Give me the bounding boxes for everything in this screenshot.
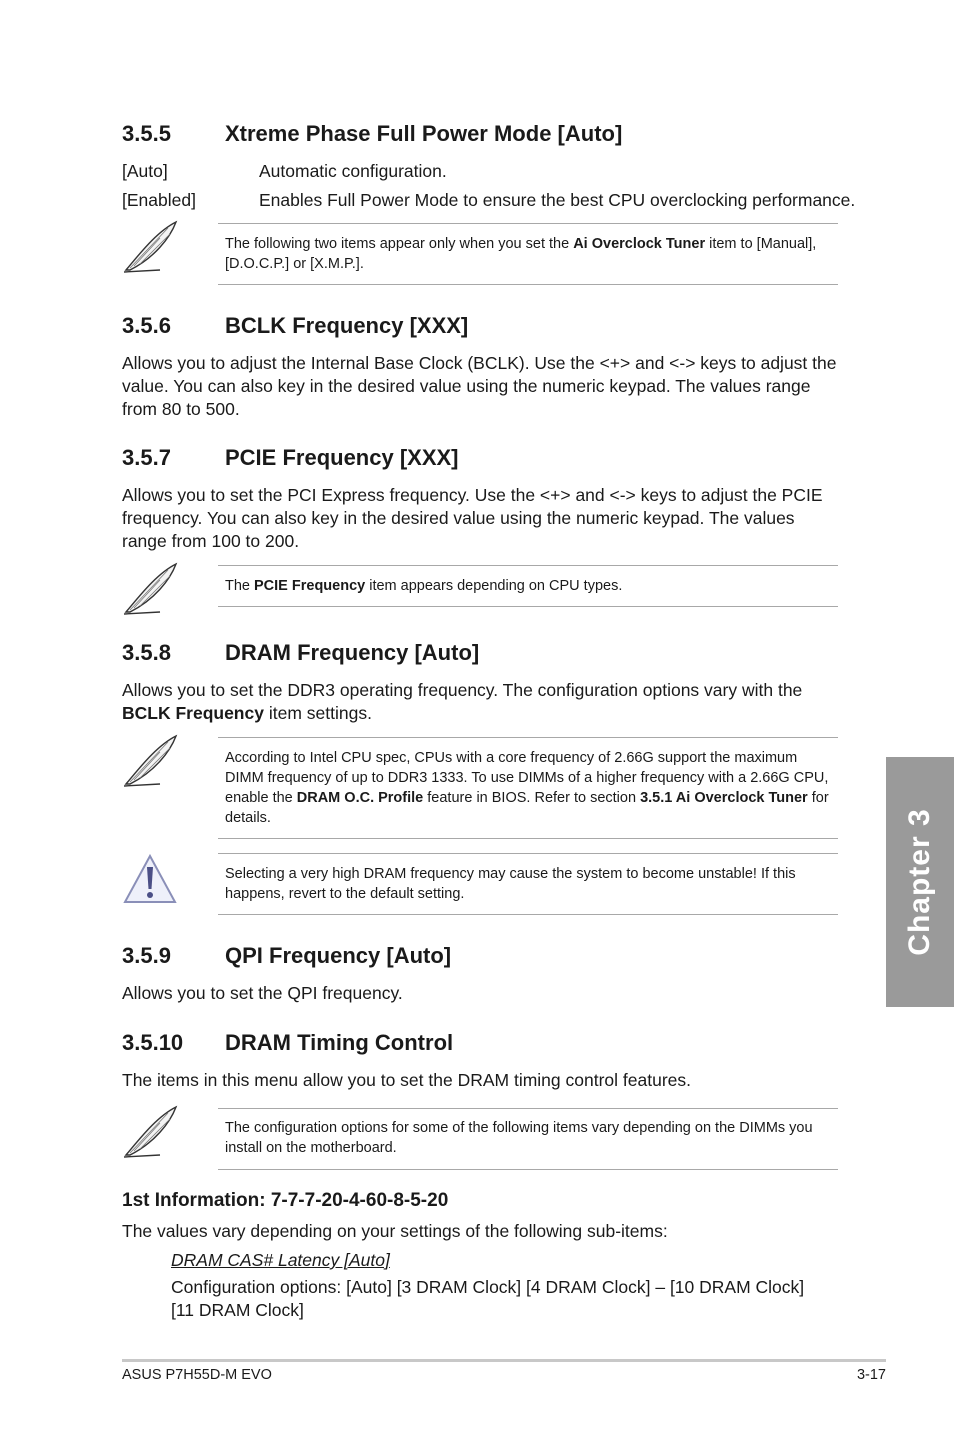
subsection-body: The values vary depending on your settings of the following sub-items: — [122, 1221, 668, 1241]
section-body: Allows you to set the PCI Express frequency. Use the <+> and <-> keys to adjust the PCIE frequency. You can also key in the desired value using the numeric keypad. The values range from 100 to 200. — [122, 485, 823, 551]
option-key: [Enabled] — [122, 190, 196, 210]
pencil-note-icon — [120, 562, 180, 618]
option-key: [Auto] — [122, 161, 168, 181]
section-number: 3.5.9 — [122, 943, 171, 968]
warning-triangle-icon — [122, 852, 178, 908]
warning-text: Selecting a very high DRAM frequency may cause the system to become unstable! If this happens, revert to the default setting. — [225, 866, 796, 902]
section-number: 3.5.8 — [122, 640, 171, 665]
pencil-note-icon — [120, 734, 180, 790]
section-title: QPI Frequency [Auto] — [225, 943, 452, 968]
note-text: The following two items appear only when you set the Ai Overclock Tuner item to [Manual], [D.O.C.P.] or [X.M.P.]. — [225, 236, 817, 272]
section-title: Xtreme Phase Full Power Mode [Auto] — [225, 121, 623, 146]
option-value: Enables Full Power Mode to ensure the best CPU overclocking performance. — [259, 190, 856, 210]
section-title: DRAM Frequency [Auto] — [225, 640, 480, 665]
chapter-tab — [886, 757, 954, 1007]
chapter-tab-label: Chapter 3 — [903, 808, 936, 956]
footer-divider — [122, 1359, 886, 1362]
section-number: 3.5.7 — [122, 445, 171, 470]
section-title: PCIE Frequency [XXX] — [225, 445, 459, 470]
section-body: The items in this menu allow you to set the DRAM timing control features. — [122, 1070, 691, 1090]
section-number: 3.5.6 — [122, 313, 171, 338]
note-text: The PCIE Frequency item appears depending on CPU types. — [225, 578, 623, 594]
pencil-note-icon — [120, 220, 180, 276]
section-body: Allows you to adjust the Internal Base Clock (BCLK). Use the <+> and <-> keys to adjust the value. You can also key in the desired value using the numeric keypad. The values range from 80 to 500. — [122, 353, 837, 419]
subsection-heading: 1st Information: 7-7-7-20-4-60-8-5-20 — [122, 1190, 449, 1211]
section-number: 3.5.5 — [122, 121, 171, 146]
sub-item-title: DRAM CAS# Latency [Auto] — [171, 1250, 390, 1270]
pencil-note-icon — [120, 1105, 180, 1161]
footer-page-number: 3-17 — [856, 1367, 886, 1383]
section-title: DRAM Timing Control — [225, 1030, 454, 1055]
note-text: According to Intel CPU spec, CPUs with a core frequency of 2.66G support the maximum DIMM frequency of up to DDR3 1333. To use DIMMs of a higher frequency with a 2.66G CPU, enable the DRAM O.C. Profile feature in BIOS. Refer to section 3.5.1 Ai Overclock Tuner for details. — [225, 750, 829, 826]
section-number: 3.5.10 — [122, 1030, 184, 1055]
section-body: Allows you to set the QPI frequency. — [122, 983, 403, 1003]
section-title: BCLK Frequency [XXX] — [225, 313, 469, 338]
sub-item-body: Configuration options: [Auto] [3 DRAM Clock] [4 DRAM Clock] – [10 DRAM Clock] [11 DRAM Clock] — [171, 1277, 805, 1320]
footer-left: ASUS P7H55D-M EVO — [122, 1367, 272, 1383]
note-text: The configuration options for some of the following items vary depending on the DIMMs you install on the motherboard. — [225, 1120, 813, 1156]
section-body: Allows you to set the DDR3 operating frequency. The configuration options vary with the BCLK Frequency item settings. — [122, 680, 803, 723]
option-value: Automatic configuration. — [259, 161, 447, 181]
